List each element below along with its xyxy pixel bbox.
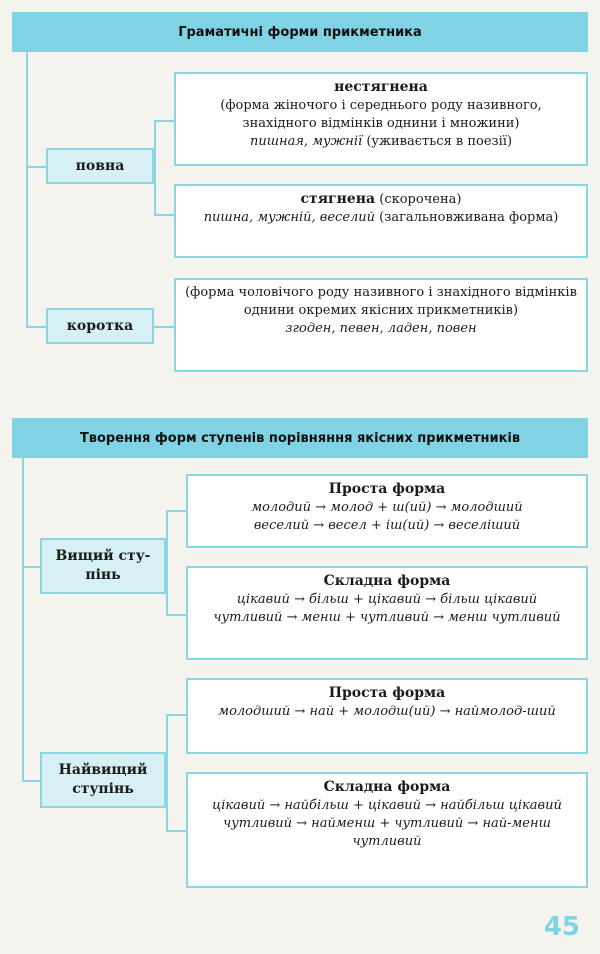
section1-header [12, 12, 588, 52]
branch-line [166, 510, 168, 614]
section1-trunk-line [26, 52, 28, 327]
page-number: 45 [543, 912, 580, 942]
connector [166, 614, 186, 616]
category-comparative [40, 538, 166, 594]
box-description: (форма жіночого і середнього роду називного, знахідного відмінків однини і множини) [220, 98, 542, 132]
connector [154, 120, 174, 122]
box-title: нестягнена [334, 79, 428, 95]
uncontracted-form-box [174, 72, 588, 166]
box-title-line [184, 190, 578, 209]
note: (уживається в поезії) [362, 134, 513, 150]
connector [154, 214, 174, 216]
branch-line [154, 120, 156, 214]
superlative-compound-box [186, 772, 588, 888]
contracted-form-box [174, 184, 588, 258]
example-line: чутливий → менш + чутливий → менш чутливий [213, 610, 561, 626]
example-line: молодший → най + молодш(ий) → наймолод-ший [218, 704, 556, 720]
connector [22, 566, 40, 568]
box-title: Проста форма [328, 481, 446, 497]
box-examples-line [184, 209, 578, 227]
example-line: чутливий → найменш + чутливий → най-менш чутливий [223, 816, 551, 850]
section2-header [12, 418, 588, 458]
category-short [46, 308, 154, 344]
connector [166, 510, 186, 512]
note: (загальновживана форма) [375, 210, 559, 226]
section1-title: Граматичні форми прикметника [178, 24, 422, 40]
branch-line [166, 714, 168, 830]
connector [22, 780, 40, 782]
examples: пишна, мужній, веселий [203, 210, 376, 226]
category-label: Найвищий ступінь [58, 762, 148, 797]
example-line: веселий → весел + іш(ий) → веселіший [253, 518, 521, 534]
comparative-compound-box [186, 566, 588, 660]
section2-trunk-line [22, 458, 24, 780]
example-line: молодий → молод + ш(ий) → молодший [251, 500, 523, 516]
box-title: стягнена [300, 191, 376, 207]
section2-title: Творення форм ступенів порівняння якісних прикметників [79, 430, 521, 446]
box-title: Проста форма [328, 685, 446, 701]
connector [26, 166, 46, 168]
examples: пишная, мужнії [249, 134, 363, 150]
title-note: (скорочена) [375, 192, 462, 207]
box-title: Складна форма [323, 573, 451, 589]
category-superlative [40, 752, 166, 808]
category-label: Вищий сту-пінь [55, 548, 151, 583]
category-label: коротка [66, 317, 134, 334]
category-label: повна [75, 157, 125, 174]
comparative-simple-box [186, 474, 588, 548]
box-examples-line [184, 133, 578, 151]
examples: згоден, певен, ладен, повен [285, 320, 477, 336]
superlative-simple-box [186, 678, 588, 754]
short-form-box [174, 278, 588, 372]
example-line: цікавий → найбільш + цікавий → найбільш цікавий [212, 798, 562, 814]
connector [154, 326, 174, 328]
category-full [46, 148, 154, 184]
connector [26, 326, 46, 328]
connector [166, 830, 186, 832]
box-description: (форма чоловічого роду називного і знахідного відмінків однини окремих якісних прикметників) [185, 285, 577, 318]
example-line: цікавий → більш + цікавий → більш цікавий [236, 592, 538, 608]
connector [166, 714, 186, 716]
box-title: Складна форма [323, 779, 451, 795]
